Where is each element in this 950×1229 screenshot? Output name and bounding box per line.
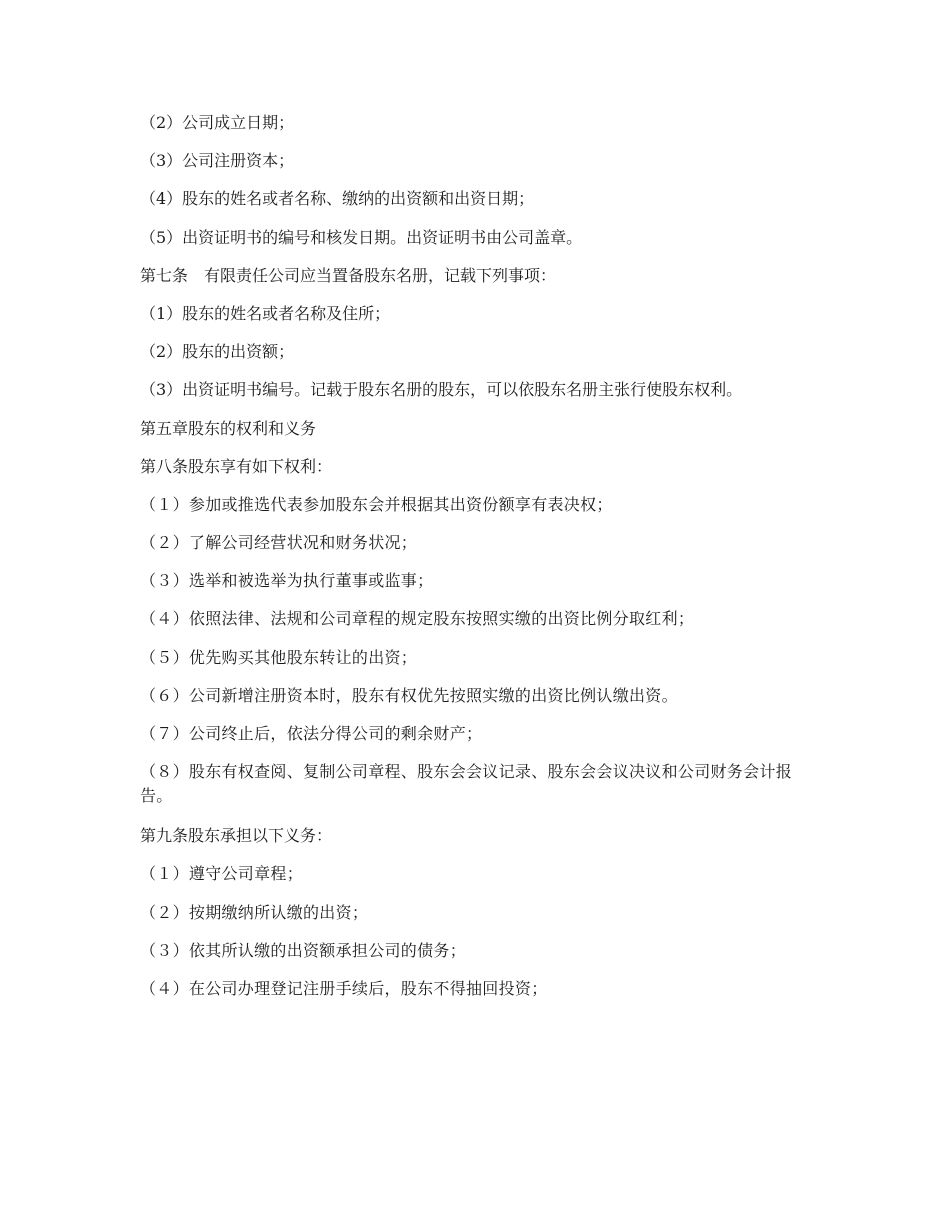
- document-body: [140, 111, 820, 1015]
- list-item: （3）出资证明书编号。记载于股东名册的股东，可以依股东名册主张行使股东权利。: [140, 380, 743, 400]
- list-item: （７）公司终止后，依法分得公司的剩余财产；: [140, 724, 483, 743]
- list-item: （1）股东的姓名或者名称及住所；: [140, 303, 391, 323]
- list-item: （４）在公司办理登记注册手续后，股东不得抽回投资；: [140, 978, 548, 998]
- list-item: （３）依其所认缴的出资额承担公司的债务；: [140, 940, 467, 960]
- article-heading: 第八条股东享有如下权利：: [140, 456, 333, 476]
- list-item: （５）优先购买其他股东转让的出资；: [140, 647, 418, 667]
- article-heading: 第七条 有限责任公司应当置备股东名册，记载下列事项：: [140, 265, 557, 285]
- list-item: （３）选举和被选举为执行董事或监事；: [140, 571, 434, 591]
- list-item: （１）遵守公司章程；: [140, 864, 304, 884]
- list-item: （４）依照法律、法规和公司章程的规定股东按照实缴的出资比例分取红利；: [140, 609, 695, 629]
- article-heading: 第九条股东承担以下义务：: [140, 826, 333, 846]
- list-item: （６）公司新增注册资本时，股东有权优先按照实缴的出资比例认缴出资。: [140, 685, 678, 705]
- list-item: （２）按期缴纳所认缴的出资；: [140, 902, 369, 922]
- list-item: （4）股东的姓名或者名称、缴纳的出资额和出资日期；: [140, 189, 535, 209]
- list-item: （2）股东的出资额；: [140, 342, 295, 362]
- list-item: （3）公司注册资本；: [140, 151, 295, 171]
- list-item: （2）公司成立日期；: [140, 113, 295, 132]
- list-item: （８）股东有权查阅、复制公司章程、股东会会议记录、股东会会议决议和公司财务会计报告。: [140, 762, 793, 806]
- chapter-heading: 第五章股东的权利和义务: [140, 418, 317, 438]
- list-item: （２）了解公司经营状况和财务状况；: [140, 533, 418, 553]
- list-item: （１）参加或推选代表参加股东会并根据其出资份额享有表决权；: [140, 494, 613, 514]
- list-item: （5）出资证明书的编号和核发日期。出资证明书由公司盖章。: [140, 227, 583, 247]
